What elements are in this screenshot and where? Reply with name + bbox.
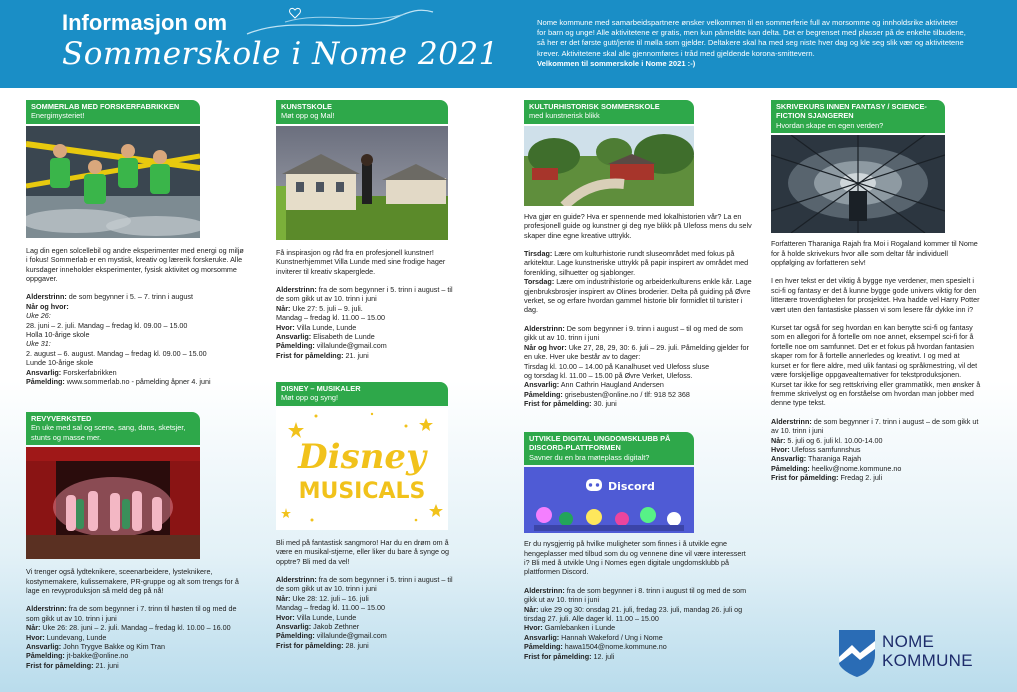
kunst-desc: Få inspirasjon og råd fra en profesjonell kunstner! Kunstnerhjemmet Villa Lunde med sine frodige hager inviterer til kreativ skaperglede. xyxy=(276,247,446,276)
kultur-tirsdag-label: Tirsdag: xyxy=(524,249,553,259)
disney-ansvarlig-label: Ansvarlig: xyxy=(276,622,312,632)
sommerlab-pamelding: www.sommerlab.no - påmelding åpner 4. juni xyxy=(64,377,211,387)
swoosh-decoration xyxy=(245,4,435,44)
revy-tag xyxy=(26,412,200,445)
skriv-subtitle: Hvordan skape en egen verden? xyxy=(776,120,884,130)
kultur-ansvarlig: Ann Cathrin Haugland Andersen xyxy=(559,380,664,390)
skriv-pamelding-label: Påmelding: xyxy=(771,463,810,473)
kunst-pamelding: villalunde@gmail.com xyxy=(314,341,387,351)
kultur-pamelding: grisebusten@online.no / tlf: 918 52 368 xyxy=(562,389,690,399)
skriv-alder: de som begynner i 7. trinn i august – de som gikk ut av 10. trinn i juni xyxy=(771,416,979,436)
sommerlab-ansvarlig: Forskerfabrikken xyxy=(61,367,117,377)
intro-text xyxy=(537,18,967,69)
digital-alder-label: Alderstrinn: xyxy=(524,585,565,595)
disney-naar-label: Når: xyxy=(276,593,291,603)
kunst-ansvarlig: Elisabeth de Lunde xyxy=(311,332,375,342)
skriv-naar-label: Når: xyxy=(771,435,786,445)
skriv-body xyxy=(771,239,981,482)
column-1 xyxy=(26,100,244,670)
kunst-tag xyxy=(276,100,448,124)
sommerlab-subtitle: Energimysteriet! xyxy=(31,111,85,121)
sommerlab-alder: de som begynner i 5. – 7. trinn i august xyxy=(66,292,193,302)
skriv-ansvarlig: Tharaniga Rajah xyxy=(806,454,862,464)
skriv-frist-label: Frist for påmelding: xyxy=(771,473,839,483)
kultur-alder-label: Alderstrinn: xyxy=(524,323,565,333)
disney-body xyxy=(276,538,456,650)
digital-pamelding: hawa1504@nome.kommune.no xyxy=(562,642,667,652)
header-banner xyxy=(0,0,1017,88)
skriv-title: SKRIVEKURS INNEN FANTASY / SCIENCE-FICTION SJANGEREN xyxy=(776,102,927,121)
skriv-hvor: Ulefoss samfunnshus xyxy=(789,444,861,454)
disney-pamelding-label: Påmelding: xyxy=(276,631,315,641)
intro-welcome: Velkommen til sommerskole i Nome 2021 :-) xyxy=(537,58,696,68)
sommerlab-title: SOMMERLAB MED FORSKERFABRIKKEN xyxy=(31,102,180,111)
sommerlab-ansvarlig-label: Ansvarlig: xyxy=(26,367,62,377)
kultur-naar-label: Når og hvor: xyxy=(524,342,567,352)
kunst-naar2: Mandag – fredag kl. 11.00 – 15.00 xyxy=(276,313,385,323)
disney-logo-word2: MUSICALS xyxy=(298,478,426,504)
revy-title: REVYVERKSTED xyxy=(31,414,92,423)
kunst-ansvarlig-label: Ansvarlig: xyxy=(276,332,312,342)
kultur-torsdag: Lære om industrihistorie og arbeiderkulturens enkle kår. Lage gjenbruksbrosjer inspirert av Olines broderier. Delta på guiding på Øvre verket, se og erfare hvordan gammel historie blir formidlet til turister i dag. xyxy=(524,277,752,315)
skriv-naar: 5. juli og 6. juli kl. 10.00-14.00 xyxy=(785,435,883,445)
disney-desc: Bli med på fantastisk sangmoro! Har du en drøm om å være en musikal-stjerne, eller liker du bare å synge og opptre? Bli med da vel! xyxy=(276,537,449,566)
disney-title: DISNEY – MUSIKALER xyxy=(281,384,361,393)
kultur-naar: Uke 27, 28, 29, 30: 6. juli – 29. juli. Påmelding gjelder for en uke. Hver uke består av to dager: xyxy=(524,342,749,362)
skriv-alder-label: Alderstrinn: xyxy=(771,416,812,426)
sommerlab-body xyxy=(26,246,244,387)
digital-section xyxy=(524,432,752,661)
kunst-naar-label: Når: xyxy=(276,303,291,313)
kultur-frist: 30. juni xyxy=(591,399,617,409)
sommerlab-alder-label: Alderstrinn: xyxy=(26,292,67,302)
skriv-frist: Fredag 2. juli xyxy=(838,473,883,483)
sommerlab-naar-label: Når og hvor: xyxy=(26,301,69,311)
digital-body xyxy=(524,539,752,661)
kultur-frist-label: Frist for påmelding: xyxy=(524,399,592,409)
digital-frist: 12. juli xyxy=(591,651,615,661)
kultur-alder: De som begynner i 9. trinn i august – til og med de som gikk ut av 10. trinn i juni xyxy=(524,323,743,343)
revy-ansvarlig: John Trygve Bakke og Kim Tran xyxy=(61,642,166,652)
kultur-subtitle: med kunstnerisk blikk xyxy=(529,111,600,121)
sommerlab-uke26-label: Uke 26: xyxy=(26,311,51,321)
kunst-alder-label: Alderstrinn: xyxy=(276,285,317,295)
nome-kommune-logo xyxy=(836,627,996,682)
sommerlab-uke31-label: Uke 31: xyxy=(26,339,51,349)
kunst-alder: fra de som begynner i 5. trinn i august – til de som gikk ut av 10. trinn i juni xyxy=(276,285,453,304)
digital-title: UTVIKLE DIGITAL UNGDOMSKLUBB PÅ DISCORD-PLATTFORMEN xyxy=(529,434,671,453)
kultur-ansvarlig-label: Ansvarlig: xyxy=(524,380,560,390)
disney-frist: 28. juni xyxy=(343,640,369,650)
revy-desc: Vi trenger også lydteknikere, sceenarbeidere, lysteknikere, kostymemakere, kulissemakere, PR-gruppe og alt som trengs for å lage en revyproduksjon så meld deg på nå! xyxy=(26,567,239,596)
digital-subtitle: Savner du en bra møteplass digitalt? xyxy=(529,452,650,462)
kultur-pamelding-label: Påmelding: xyxy=(524,389,563,399)
disney-pamelding: villalunde@gmail.com xyxy=(314,631,387,641)
digital-ansvarlig-label: Ansvarlig: xyxy=(524,632,560,642)
skriv-photo xyxy=(771,135,945,233)
digital-hvor-label: Hvor: xyxy=(524,623,543,633)
revy-photo xyxy=(26,447,200,559)
discord-icon xyxy=(586,479,602,491)
sommerlab-uke31-place: Lunde 10-årige skole xyxy=(26,358,94,368)
column-3 xyxy=(524,100,752,661)
kunst-pamelding-label: Påmelding: xyxy=(276,341,315,351)
revy-alder: fra de som begynner i 7. trinn til høsten til og med de som gikk ut av 10. trinn i juni xyxy=(26,604,237,623)
digital-naar-label: Når: xyxy=(524,604,539,614)
digital-tag xyxy=(524,432,694,465)
sommerlab-desc: Lag din egen solcellebil og andre eksperimenter med energi og miljø i fokus! Sommerlab er en mystisk, kreativ og lærerik forskeruke. Alle kursdager inneholder eksperimenter, fysisk aktivitet og morsomme oppgaver. xyxy=(26,245,244,284)
nome-shield-icon xyxy=(836,627,878,679)
skriv-pamelding: heelkv@nome.kommune.no xyxy=(809,463,902,473)
revy-hvor: Lundevang, Lunde xyxy=(44,632,107,642)
kunst-frist-label: Frist for påmelding: xyxy=(276,350,344,360)
sommerlab-tag xyxy=(26,100,200,124)
skriv-desc1: Forfatteren Tharaniga Rajah fra Moi i Rogaland kommer til Nome for å holde skrivekurs hvor alle som deltar får individuell oppfølging av forfatteren selv! xyxy=(771,239,978,268)
revy-hvor-label: Hvor: xyxy=(26,632,45,642)
revy-subtitle: En uke med sal og scene, sang, dans, sketsjer, stunts og masse mer. xyxy=(31,423,186,442)
kunst-frist: 21. juni xyxy=(343,350,369,360)
kunst-naar: Uke 27: 5. juli – 9. juli. xyxy=(290,303,363,313)
kultur-desc: Hva gjør en guide? Hva er spennende med lokalhistorien vår? La en profesjonell guide og kunstner gi deg nye blikk på Ulefoss mens du selv skaper dine egne kreative uttrykk. xyxy=(524,211,752,240)
disney-tag xyxy=(276,382,448,406)
logo-line2: KOMMUNE xyxy=(882,651,973,670)
kunst-hvor-label: Hvor: xyxy=(276,322,295,332)
disney-musicals-logo xyxy=(276,408,448,530)
skriv-desc3: Kurset tar også for seg hvordan en kan benytte sci-fi og fantasy som en allegori for å fortelle om noe annet, eksempel sci-fi for å fortelle noe om samfunnet. Det er et fokus på hvordan fantasien skaper rom for å fortelle annerledes og kreativt. I og med at kurset er for flere aldre, med ulik fantasi og språkmestring, vil det være forskjellige oppgavealternativer for tekstproduksjonen. Kurset tar ikke for seg rettskriving eller grammatikk, men ønsker å fremme skrivelyst og en forståelse om hvordan man jobber med denne type tekst. xyxy=(771,323,981,408)
kultur-naar2: Tirsdag kl. 10.00 – 14.00 på Kanalhuset ved Ulefoss sluse xyxy=(524,361,710,371)
logo-text xyxy=(882,632,973,670)
intro-body: Nome kommune med samarbeidspartnere ønsker velkommen til en sommerferie full av morsomme og innholdsrike aktiviteter for barn og unge! Alle aktivitetene er gratis, men kun påmeldte kan delta. Det er begrenset med plasser på de enkelte tilbudene, så her er det første gutt/jente til mølla som gjelder. Deltakere skal ha med seg niste hver dag og kle seg slik vær og aktivitetene krever. Aktivitetene skal alle gjennomføres i tråd med gjeldende korona-smittevern. xyxy=(537,18,966,58)
disney-naar: Uke 28: 12. juli – 16. juli xyxy=(290,593,369,603)
kultur-photo xyxy=(524,126,694,206)
disney-alder: fra de som begynner i 5. trinn i august – til de som gikk ut av 10. trinn i juni xyxy=(276,575,453,594)
revy-ansvarlig-label: Ansvarlig: xyxy=(26,642,62,652)
kultur-torsdag-label: Torsdag: xyxy=(524,277,555,287)
discord-banner xyxy=(524,467,694,533)
sommerlab-photo xyxy=(26,126,200,238)
column-2 xyxy=(276,100,456,650)
sommerlab-uke26-place: Holla 10-årige skole xyxy=(26,330,90,340)
revy-pamelding: jt-bakke@online.no xyxy=(64,651,129,661)
kunst-hvor: Villa Lunde, Lunde xyxy=(294,322,357,332)
kultur-body xyxy=(524,212,752,409)
kunst-title: KUNSTSKOLE xyxy=(281,102,332,111)
disney-hvor-label: Hvor: xyxy=(276,612,295,622)
sommerlab-uke26-dates: 28. juni – 2. juli. Mandag – fredag kl. 09.00 – 15.00 xyxy=(26,320,188,330)
discord-label: Discord xyxy=(608,480,655,494)
column-4 xyxy=(771,100,981,483)
disney-hvor: Villa Lunde, Lunde xyxy=(294,612,357,622)
digital-ansvarlig: Hannah Wakeford / Ung i Nome xyxy=(559,632,663,642)
revy-alder-label: Alderstrinn: xyxy=(26,604,67,614)
kultur-naar3: og torsdag kl. 11.00 – 15.00 på Øvre Verket, Ulefoss. xyxy=(524,370,693,380)
digital-pamelding-label: Påmelding: xyxy=(524,642,563,652)
disney-naar2: Mandag – fredag kl. 11.00 – 15.00 xyxy=(276,603,385,613)
kultur-tirsdag: Lære om kulturhistorie rundt sluseområdet med fokus på arkitektur. Lage kunstneriske uttrykk på papir inspirert av området med forenkling, silhuetter og sjablonger. xyxy=(524,249,749,277)
revy-body xyxy=(26,567,244,670)
revy-frist-label: Frist for påmelding: xyxy=(26,660,94,670)
title-line2: Sommerskole i Nome 2021 xyxy=(62,36,499,72)
kultur-tag xyxy=(524,100,694,124)
revy-naar-label: Når: xyxy=(26,623,41,633)
logo-line1: NOME xyxy=(882,632,935,651)
sommerlab-pamelding-label: Påmelding: xyxy=(26,377,65,387)
kunst-subtitle: Møt opp og Mal! xyxy=(281,111,335,121)
title-line1: Informasjon om xyxy=(62,10,228,35)
digital-alder: fra de som begynner i 8. trinn i august til og med de som gikk ut av 10. trinn i juni xyxy=(524,585,747,605)
digital-hvor: Gamlebanken i Lunde xyxy=(542,623,616,633)
sommerlab-uke31-dates: 2. august – 6. august. Mandag – fredag kl. 09.00 – 15.00 xyxy=(26,348,207,358)
kultur-title: KULTURHISTORISK SOMMERSKOLE xyxy=(529,102,660,111)
digital-desc: Er du nysgjerrig på hvilke muligheter som finnes i å utvikle egne hengeplasser med tilbud som du og vennene dine vil være interessert i? Bli med å utvikle Ung i Nomes egen digitale ungdomsklubb på plattformen Discord. xyxy=(524,539,746,577)
skriv-ansvarlig-label: Ansvarlig: xyxy=(771,454,807,464)
kunst-photo xyxy=(276,126,448,240)
revy-pamelding-label: Påmelding: xyxy=(26,651,65,661)
disney-ansvarlig: Jakob Zethner xyxy=(311,622,360,632)
disney-section xyxy=(276,382,456,650)
digital-naar: uke 29 og 30: onsdag 21. juli, fredag 23. juli, mandag 26. juli og tirsdag 27. juli. Alle dager kl. 11.00 – 15.00 xyxy=(524,604,743,624)
revy-section xyxy=(26,412,244,670)
skriv-desc2: I en hver tekst er det viktig å bygge nye verdener, men spesielt i sci-fi og fantasy er det å kunne bygge gode univers viktig for den litterære troverdigheten for prosjektet. Hva hadde vel Harry Potter vært uten den fantastiske plassen vi som lesere får dykke inn i? xyxy=(771,276,980,314)
disney-frist-label: Frist for påmelding: xyxy=(276,640,344,650)
disney-subtitle: Møt opp og syng! xyxy=(281,393,339,403)
kunst-body xyxy=(276,248,456,360)
disney-alder-label: Alderstrinn: xyxy=(276,575,317,585)
skriv-tag xyxy=(771,100,945,133)
revy-frist: 21. juni xyxy=(93,660,119,670)
revy-naar: Uke 26: 28. juni – 2. juli. Mandag – fredag kl. 10.00 – 16.00 xyxy=(40,623,231,633)
skriv-hvor-label: Hvor: xyxy=(771,444,790,454)
disney-logo-word1: Disney xyxy=(298,436,426,477)
digital-frist-label: Frist for påmelding: xyxy=(524,651,592,661)
